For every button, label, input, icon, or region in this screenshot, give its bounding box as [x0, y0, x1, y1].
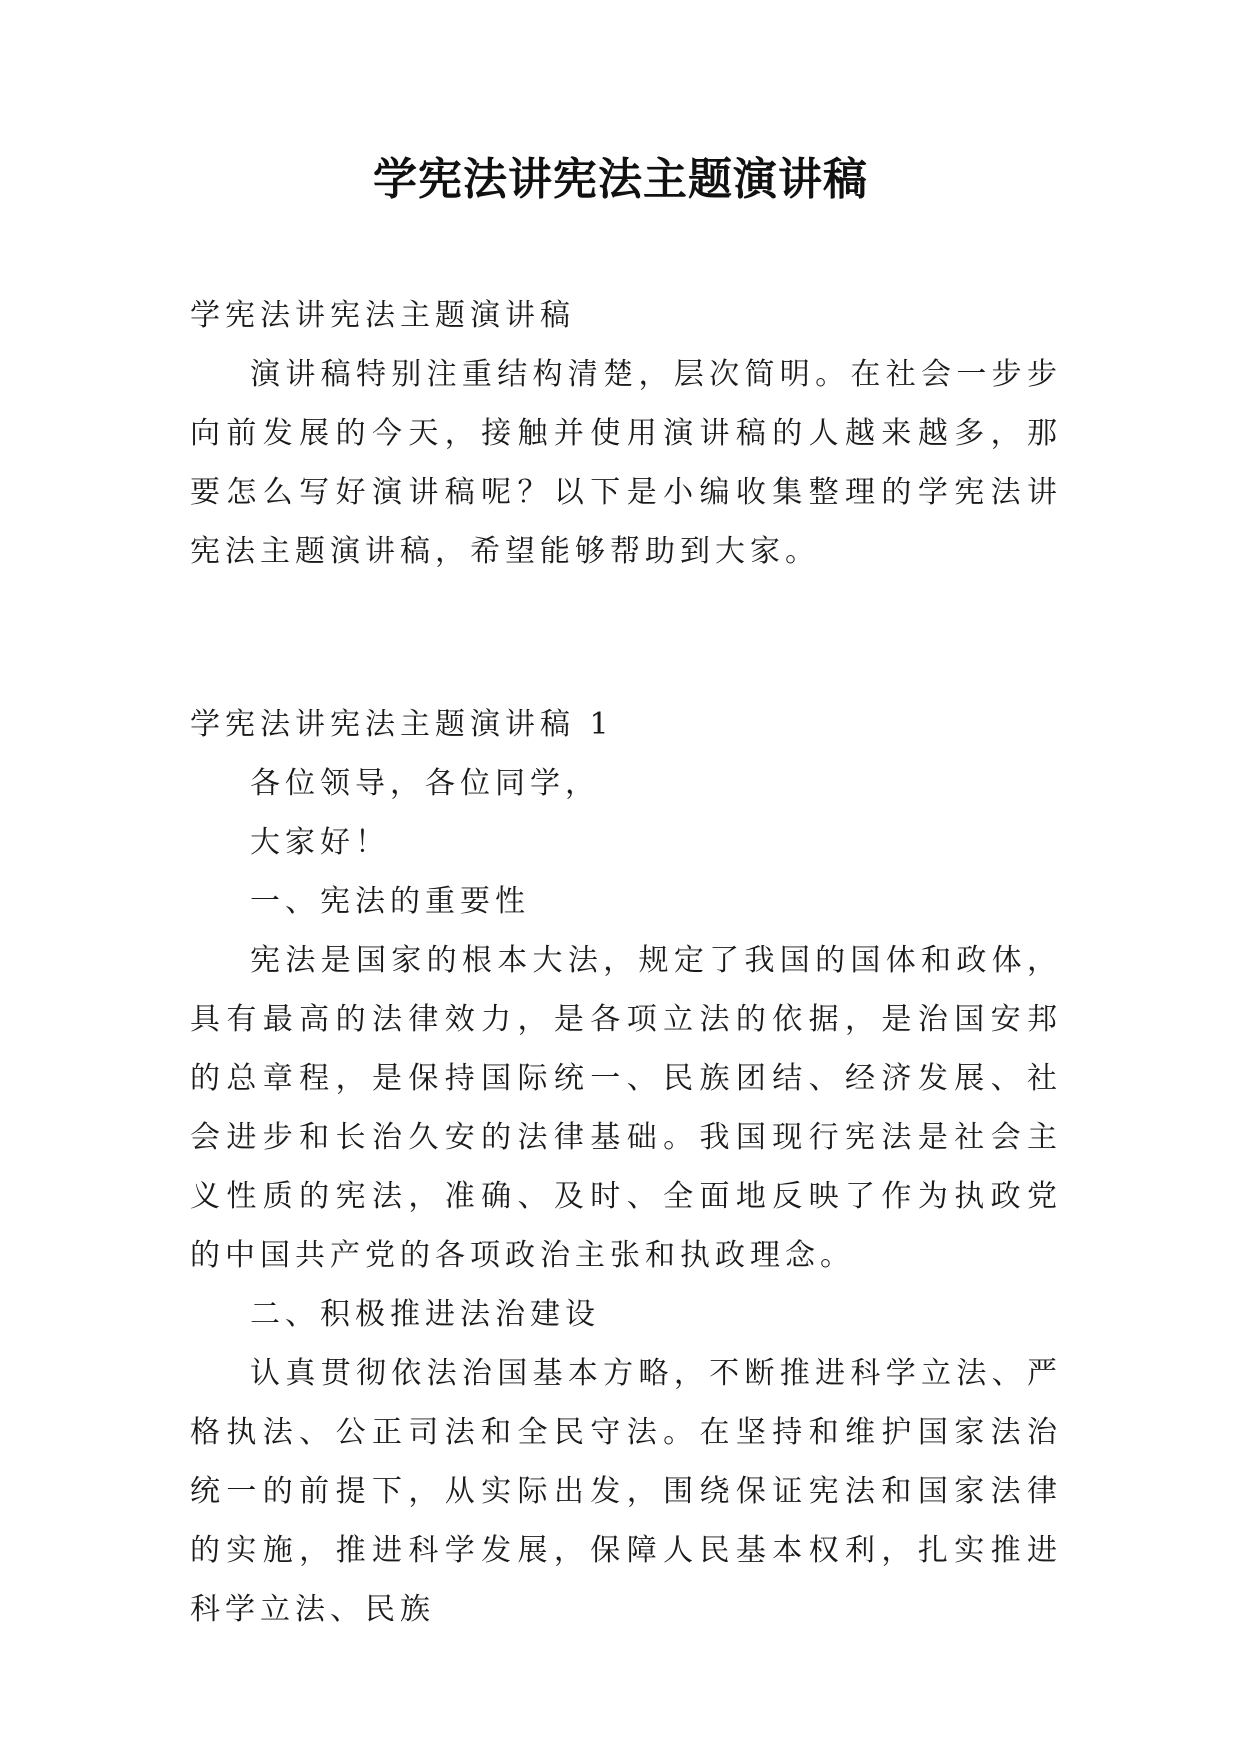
document-title: 学宪法讲宪法主题演讲稿 — [373, 154, 868, 205]
section-heading-text: 学宪法讲宪法主题演讲稿 1 — [190, 707, 614, 742]
intro-paragraph: 演讲稿特别注重结构清楚，层次简明。在社会一步步向前发展的今天，接触并使用演讲稿的人越来越多，那要怎么写好演讲稿呢？以下是小编收集整理的学宪法讲宪法主题演讲稿，希望能够帮助到大家。 — [190, 357, 1062, 569]
part1-paragraph: 宪法是国家的根本大法，规定了我国的国体和政体，具有最高的法律效力，是各项立法的依据，是治国安邦的总章程，是保持国际统一、民族团结、经济发展、社会进步和长治久安的法律基础。我国现行宪法是社会主义性质的宪法，准确、及时、全面地反映了作为执政党的中国共产党的各项政治主张和执政理念。 — [190, 943, 1062, 1273]
part1-heading: 一、宪法的重要性 — [250, 884, 530, 919]
greeting-line: 各位领导，各位同学， — [250, 766, 600, 801]
intro-block — [190, 345, 1062, 581]
part2-paragraph: 认真贯彻依法治国基本方略，不断推进科学立法、严格执法、公正司法和全民守法。在坚持和维护国家法治统一的前提下，从实际出发，围绕保证宪法和国家法律的实施，推进科学发展，保障人民基本权利，扎实推进科学立法、民族 — [190, 1356, 1062, 1627]
document-subtitle — [190, 286, 1062, 345]
speech-body — [190, 754, 1062, 1639]
section-heading — [190, 695, 1062, 754]
subtitle-text: 学宪法讲宪法主题演讲稿 — [190, 298, 575, 333]
hello-line: 大家好！ — [250, 825, 390, 860]
part2-heading: 二、积极推进法治建设 — [250, 1297, 600, 1332]
